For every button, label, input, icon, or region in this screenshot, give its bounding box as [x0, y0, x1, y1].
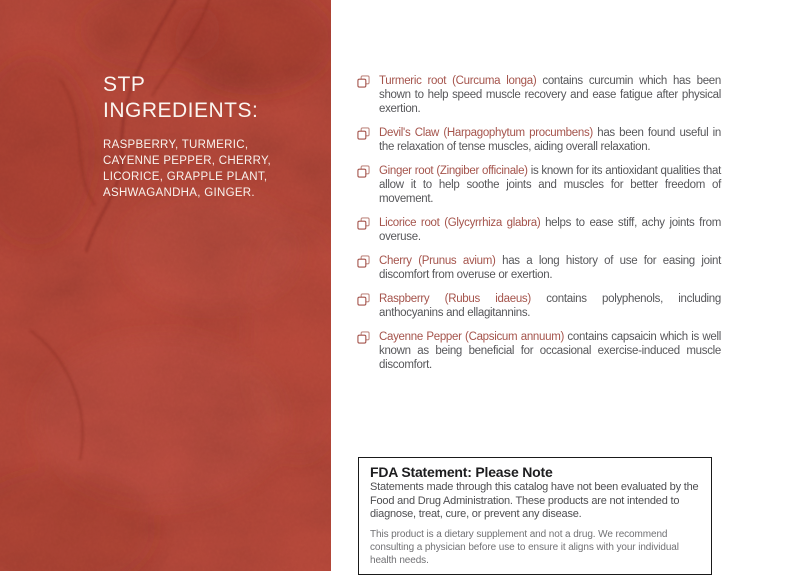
ingredient-name: Turmeric root (Curcuma longa)	[379, 75, 537, 87]
fda-disclaimer-text: This product is a dietary supplement and not a drug. We recommend consulting a physician before use to ensure it aligns with your individual health needs.	[370, 528, 679, 566]
ingredient-body: has a long history of use for easing joint discomfort from overuse or exertion.	[379, 255, 721, 281]
copy-pages-icon	[357, 255, 370, 282]
list-item	[357, 330, 721, 372]
ingredients-summary-line: ASHWAGANDHA, GINGER.	[103, 187, 255, 199]
list-item	[357, 126, 721, 154]
ingredient-body: has been found useful in the relaxation of tense muscles, aiding overall relaxation.	[379, 127, 721, 153]
ingredient-description	[379, 292, 721, 320]
ingredient-body: contains capsaicin which is well known as being beneficial for occasional exercise-induced muscle discomfort.	[379, 331, 721, 371]
ingredient-name: Licorice root (Glycyrrhiza glabra)	[379, 217, 541, 229]
ingredient-body: contains polyphenols, including anthocyanins and ellagitannins.	[379, 293, 721, 319]
fda-statement-text: Statements made through this catalog have not been evaluated by the Food and Drug Administration. These products are not intended to diagnose, treat, cure, or prevent any disease.	[370, 481, 699, 520]
copy-pages-icon	[357, 165, 370, 206]
copy-pages-icon	[357, 127, 370, 154]
ingredients-summary-line: RASPBERRY, TURMERIC,	[103, 139, 249, 151]
list-item	[357, 216, 721, 244]
copy-pages-icon	[357, 331, 370, 372]
ingredients-summary-line: CAYENNE PEPPER, CHERRY,	[103, 155, 271, 167]
copy-pages-icon	[357, 293, 370, 320]
ingredient-description	[379, 254, 721, 282]
list-item	[357, 74, 721, 116]
ingredient-name: Ginger root (Zingiber officinale)	[379, 165, 528, 177]
fda-statement-title: FDA Statement: Please Note	[370, 464, 553, 480]
ingredient-description	[379, 74, 721, 116]
page-title-line1: STP	[103, 73, 146, 96]
ingredient-body: helps to ease stiff, achy joints from overuse.	[379, 217, 721, 243]
ingredient-description	[379, 330, 721, 372]
page-title	[103, 72, 319, 124]
ingredients-summary-line: LICORICE, GRAPPLE PLANT,	[103, 171, 268, 183]
ingredient-body: is known for its antioxidant qualities that allow it to help soothe joints and muscles for better freedom of movement.	[379, 165, 722, 205]
ingredients-summary	[103, 137, 319, 201]
ingredient-name: Devil's Claw (Harpagophytum procumbens)	[379, 127, 593, 139]
list-item	[357, 254, 721, 282]
ingredient-name: Raspberry (Rubus idaeus)	[379, 293, 531, 305]
list-item	[357, 292, 721, 320]
ingredient-description	[379, 164, 721, 206]
ingredient-body: contains curcumin which has been shown to help speed muscle recovery and ease fatigue after physical exertion.	[379, 75, 721, 115]
ingredient-description	[379, 126, 721, 154]
panel-text-block	[103, 72, 319, 201]
page-title-line2: INGREDIENTS:	[103, 99, 259, 122]
list-item	[357, 164, 721, 206]
copy-pages-icon	[357, 75, 370, 116]
ingredient-name: Cayenne Pepper (Capsicum annuum)	[379, 331, 565, 343]
brand-panel	[0, 0, 331, 571]
copy-pages-icon	[357, 217, 370, 244]
ingredient-name: Cherry (Prunus avium)	[379, 255, 496, 267]
fda-statement-box	[358, 457, 712, 575]
ingredient-description	[379, 216, 721, 244]
ingredient-detail-list	[357, 74, 721, 382]
